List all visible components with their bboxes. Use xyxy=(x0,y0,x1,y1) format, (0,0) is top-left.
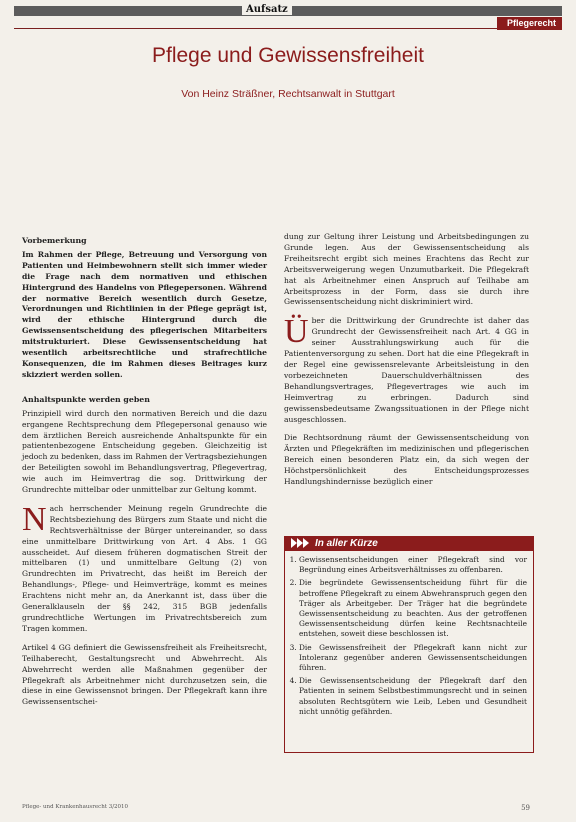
summary-item: 4. Die Gewissensentscheidung der Pflegekraft darf den Patienten in seinem Selbstbestimmungsrecht und in seinen absoluten Rechtsgütern wie Leib, Leben und Gesundheit nicht unnötig gefährden. xyxy=(299,676,527,717)
paragraph: Prinzipiell wird durch den normativen Bereich und die dazu ergangene Rechtsprechung dem Pflegepersonal genauso wie dem ärztlichen Bereich ausreichende Anhaltspunkte für ein patientenbezogene Entscheidung gegeben. Gleichzeitig ist jedoch zu bedenken, dass im Rahmen der Vertragsbeziehungen der Beteiligten sowohl im Behandlungsvertrag, Pflegevertrag, wie auch im Heimvertrag die sog. Drittwirkung der Grundrechte mittelbar oder unmittelbar zur Geltung kommt. xyxy=(22,408,267,495)
heading-vorbemerkung: Vorbemerkung xyxy=(22,236,87,245)
paragraph: dung zur Geltung ihrer Leistung und Arbeitsbedingungen zu Grunde legen. Aus der Gewissensentscheidung als Freiheitsrecht ergibt sich meines Erachtens das Recht zur Arbeitsverweigerung wegen Unzumutbarkeit. Die Pflegekraft hat als Arbeitnehmer einen Anspruch auf Teilhabe am Arbeitsprozess in der Form, dass sie durch ihre Gewissensentscheidung nicht diskriminiert wird. xyxy=(284,232,529,307)
summary-box xyxy=(284,536,534,753)
summary-item: 1. Gewissensentscheidungen einer Pflegekraft sind vor Begründung eines Arbeitsverhältnisses zu offenbaren. xyxy=(299,555,527,575)
article-author: Von Heinz Sträßner, Rechtsanwalt in Stuttgart xyxy=(181,88,395,100)
summary-item: 2. Die begründete Gewissensentscheidung führt für die betroffene Pflegekraft zu einem Abwehranspruch gegen den Träger als Arbeitgeber. Der Träger hat die begründete Gewissensentscheidung zu beachten. Aus der getroffenen Gewissensentscheidung dürfen keine Rechtsnachteile entstehen, soweit diese beschlossen ist. xyxy=(299,578,527,639)
section-label: Aufsatz xyxy=(242,4,292,15)
paragraph-dropcap: Über die Drittwirkung der Grundrechte ist daher das Grundrecht der Gewissensfreiheit nach Art. 4 GG in seiner Ausstrahlungswirkung auch für die Patientenversorgung zu sehen. Dort hat die eine Pflegekraft in der Regel eine gewissensrelevante Arbeitsleistung in den vorbezeichneten Dauerschuldverhältnissen des Behandlungsvertrages, Pflegevertrages wie auch im Heimvertrag zu erbringen. Dadurch sind gewissensbedeutsame Zwangssituationen in der Pflege nicht ausgeschlossen. xyxy=(284,313,529,424)
top-rule xyxy=(14,6,562,16)
category-tab: Pflegerecht xyxy=(497,17,562,30)
article-title: Pflege und Gewissensfreiheit xyxy=(152,44,424,67)
arrow-marker-icon xyxy=(291,538,309,548)
paragraph-dropcap: Nach herrschender Meinung regeln Grundrechte die Rechtsbeziehung des Bürgers zum Staate und nicht die Rechtsverhältnisse der Bürger untereinander, so dass eine unmittelbare Drittwirkung von Art. 4 Abs. 1 GG ausscheidet. Auf diesem früheren dogmatischen Streit der mittelbaren (1) und unmittelbare Geltung (2) von Grundrechten im Privatrecht, das heißt im Bereich der Behandlungs-, Pflege- und Heimverträge, kommt es meines Erachtens nicht mehr an, da Anerkannt ist, dass über die Generalklauseln der §§ 242, 315 BGB jedenfalls grundrechtliche Wertungen im Privatrechtsbereich zum Tragen kommen. xyxy=(22,500,267,633)
dropcap: Ü xyxy=(284,313,309,351)
summary-item: 3. Die Gewissensfreiheit der Pflegekraft kann nicht zur Intoleranz gegenüber anderen Gewissensentscheidungen führen. xyxy=(299,643,527,674)
right-column xyxy=(284,232,529,496)
summary-heading: In aller Kürze xyxy=(285,536,533,551)
paragraph: Die Rechtsordnung räumt der Gewissensentscheidung von Ärzten und Pflegekräften im medizinischen und pflegerischen Bereich einen besonderen Platz ein, da sich wegen der Höchstpersönlichkeit des Entscheidungsprozesses Handlungshindernisse bezüglich einer xyxy=(284,433,529,487)
page-number: 59 xyxy=(521,804,530,812)
summary-list xyxy=(285,555,527,717)
dropcap: N xyxy=(22,500,47,538)
left-column xyxy=(22,236,267,716)
heading-anhaltspunkte: Anhaltspunkte werden geben xyxy=(22,394,150,404)
lead-paragraph: Im Rahmen der Pflege, Betreuung und Versorgung von Patienten und Heimbewohnern stellt sich immer wieder die Frage nach dem normativen und ethischen Hintergrund des Handelns von Pflegepersonen. Während der normative Bereich wesentlich durch Gesetze, Verordnungen und Richtlinien in der Pflege geprägt ist, wird der ethische Hintergrund durch die Gewissensentscheidung des pflegerischen Mitarbeiters mitstrukturiert. Diese Gewissensentscheidung hat wesentlich arbeitsrechtliche und strafrechtliche Konsequenzen, die im Rahmen dieses Beitrages kurz skizziert werden sollen. xyxy=(22,249,267,379)
journal-name: Pflege- und Krankenhausrecht 3/2010 xyxy=(22,804,129,810)
paragraph: Artikel 4 GG definiert die Gewissensfreiheit als Freiheitsrecht, Teilhaberecht, Gestaltungsrecht und Abwehrrecht. Als Abwehrrecht werden alle Maßnahmen gegenüber der Pflegekraft als Arbeitnehmer nicht durchzusetzen sein, die diese in eine Gewissensnot bringen. Der Pflegekraft kann ihre Gewissensentschei- xyxy=(22,642,267,707)
category-bar xyxy=(14,18,562,29)
